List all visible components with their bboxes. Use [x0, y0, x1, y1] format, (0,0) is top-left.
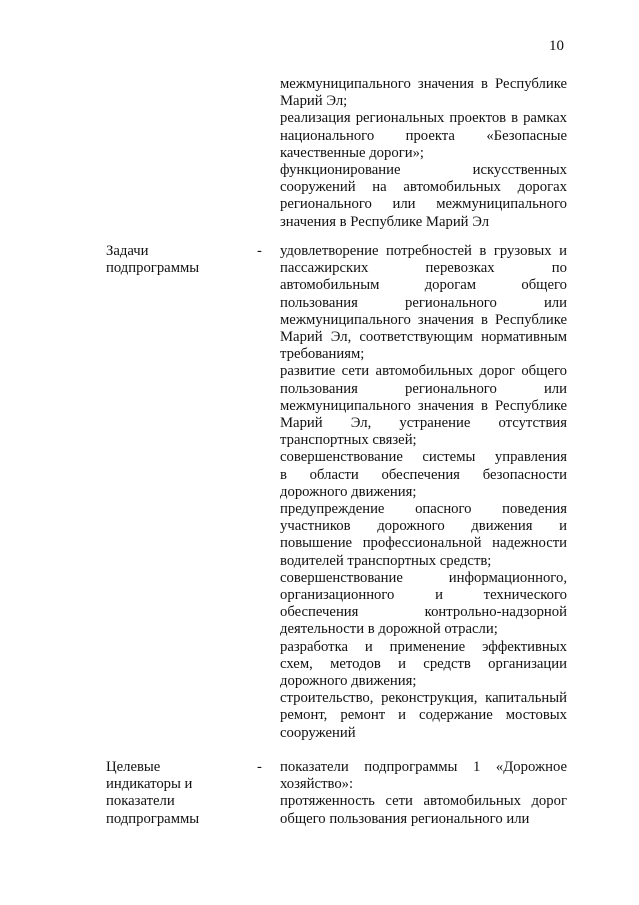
paragraph-line: участников дорожного движения и	[280, 518, 567, 535]
row-label-line: подпрограммы	[106, 810, 200, 827]
paragraph-line: Марий Эл, устранение отсутствия	[280, 415, 567, 431]
row-dash: -	[257, 243, 262, 259]
paragraph-line: деятельности в дорожной отрасли;	[280, 621, 498, 638]
paragraph-line: автомобильным дорогам общего	[280, 277, 567, 294]
row-dash: -	[257, 759, 262, 775]
paragraph-line: повышение профессиональной надежности	[280, 535, 567, 552]
paragraph-line: удовлетворение потребностей в грузовых и	[280, 243, 567, 259]
paragraph-line: Марий Эл, соответствующим нормативным	[280, 329, 567, 345]
paragraph-line: регионального или межмуниципального	[280, 196, 567, 213]
paragraph-line: разработка и применение эффективных	[280, 638, 567, 655]
paragraph-line: функционирование искусственных	[280, 162, 567, 178]
paragraph-line: качественные дороги»;	[280, 144, 425, 161]
paragraph-line: предупреждение опасного поведения	[280, 501, 567, 517]
paragraph-line: национального проекта «Безопасные	[280, 127, 567, 144]
paragraph-line: строительство, реконструкция, капитальный	[280, 690, 567, 707]
paragraph-line: обеспечения контрольно-надзорной	[280, 604, 567, 621]
paragraph-line: развитие сети автомобильных дорог общего	[280, 363, 567, 380]
paragraph-line: протяженность сети автомобильных дорог	[280, 793, 567, 810]
paragraph-line: пользования регионального или	[280, 294, 567, 311]
paragraph-line: сооружений	[280, 724, 356, 741]
row-label-line: Целевые	[106, 759, 161, 775]
row-label-line: индикаторы и	[106, 776, 193, 793]
paragraph-line: водителей транспортных средств;	[280, 552, 492, 569]
paragraph-line: общего пользования регионального или	[280, 810, 530, 827]
paragraph-line: транспортных связей;	[280, 432, 417, 449]
paragraph-line: ремонт, ремонт и содержание мостовых	[280, 707, 567, 724]
paragraph-line: реализация региональных проектов в рамках	[280, 110, 567, 127]
paragraph-line: межмуниципального значения в Республике	[280, 76, 567, 92]
paragraph-line: межмуниципального значения в Республике	[280, 311, 567, 328]
paragraph-line: Марий Эл;	[280, 93, 348, 110]
row-label-line: подпрограммы	[106, 260, 200, 277]
paragraph-line: дорожного движения;	[280, 673, 417, 689]
row-label-line: Задачи	[106, 243, 149, 259]
paragraph-line: совершенствование системы управления	[280, 449, 567, 466]
paragraph-line: показатели подпрограммы 1 «Дорожное	[280, 759, 567, 775]
paragraph-line: в области обеспечения безопасности	[280, 466, 567, 483]
paragraph-line: совершенствование информационного,	[280, 569, 567, 586]
paragraph-line: организационного и технического	[280, 587, 567, 603]
paragraph-line: значения в Республике Марий Эл	[280, 213, 490, 230]
paragraph-line: пассажирских перевозках по	[280, 260, 567, 277]
paragraph-line: хозяйство»:	[280, 776, 354, 793]
paragraph-line: дорожного движения;	[280, 483, 417, 500]
page-number: 10	[549, 38, 564, 54]
row-label-line: показатели	[106, 793, 175, 810]
paragraph-line: требованиям;	[280, 346, 365, 363]
paragraph-line: сооружений на автомобильных дорогах	[280, 179, 567, 196]
paragraph-line: межмуниципального значения в Республике	[280, 397, 567, 414]
paragraph-line: схем, методов и средств организации	[280, 655, 567, 672]
paragraph-line: пользования регионального или	[280, 380, 567, 397]
